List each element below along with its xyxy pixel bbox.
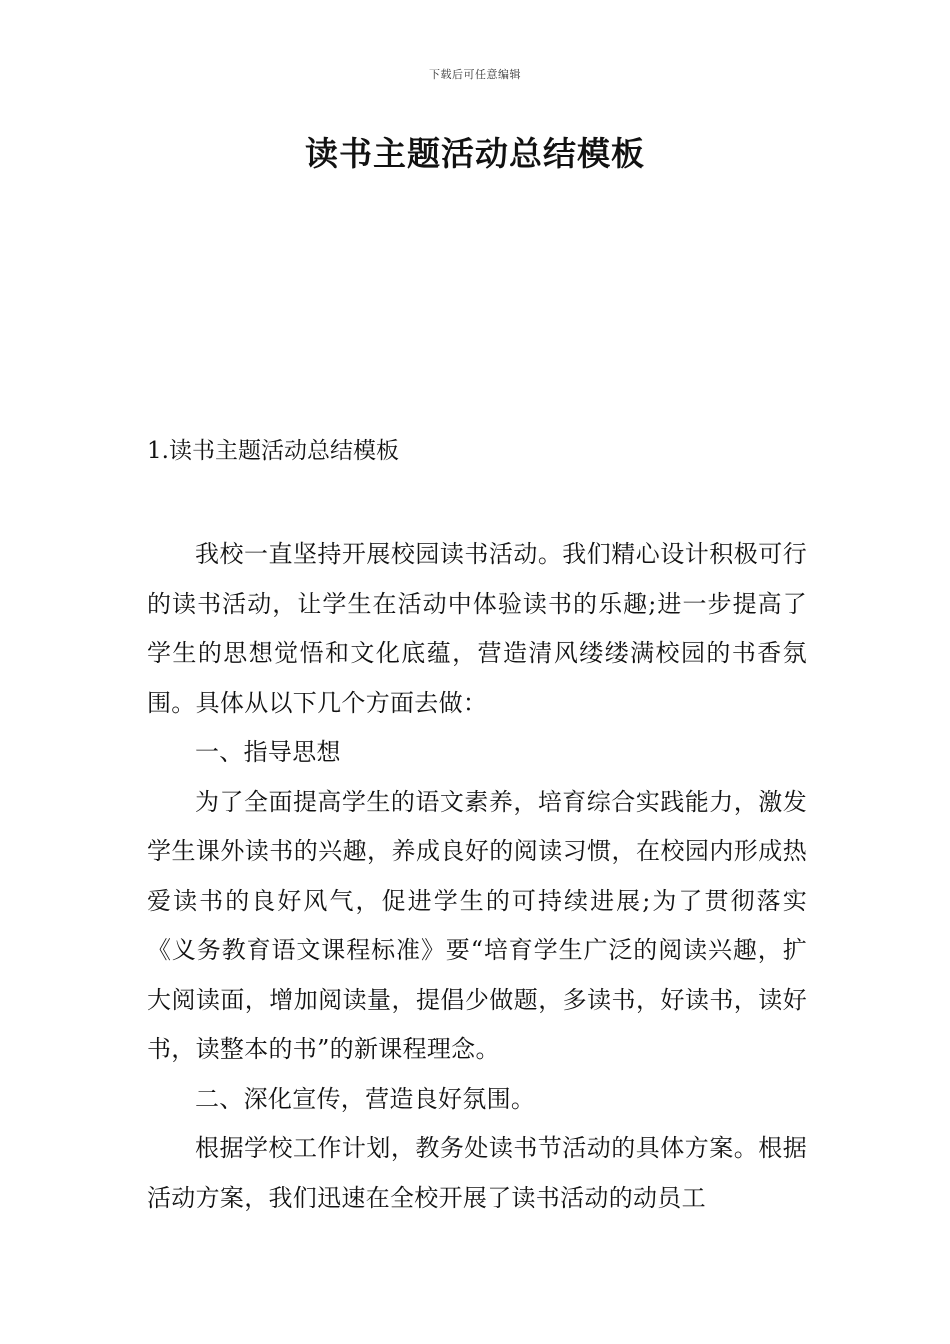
paragraph-heading-publicity: 二、深化宣传，营造良好氛围。 — [195, 1084, 536, 1113]
document-title: 读书主题活动总结模板 — [305, 134, 645, 173]
paragraph-heading-guiding-ideology: 一、指导思想 — [195, 738, 341, 766]
section-heading: 1.读书主题活动总结模板 — [147, 438, 399, 464]
paragraph-guiding-ideology: 为了全面提高学生的语文素养，培育综合实践能力，激发学生课外读书的兴趣，养成良好的阅读习惯，在校园内形成热爱读书的良好风气，促进学生的可持续进展;为了贯彻落实《义务教育语文课程标准》要“培育学生广泛的阅读兴趣，扩大阅读面，增加阅读量，提倡少做题，多读书，好读书，读好书，读整本的书”的新课程理念。 — [147, 787, 807, 1063]
header-note: 下载后可任意编辑 — [429, 68, 521, 81]
document-body — [147, 530, 807, 1223]
paragraph-intro: 我校一直坚持开展校园读书活动。我们精心设计积极可行的读书活动，让学生在活动中体验读书的乐趣;进一步提高了学生的思想觉悟和文化底蕴，营造清风缕缕满校园的书香氛围。具体从以下几个方面去做： — [147, 540, 807, 717]
paragraph-publicity: 根据学校工作计划，教务处读书节活动的具体方案。根据活动方案，我们迅速在全校开展了读书活动的动员工 — [147, 1134, 807, 1212]
